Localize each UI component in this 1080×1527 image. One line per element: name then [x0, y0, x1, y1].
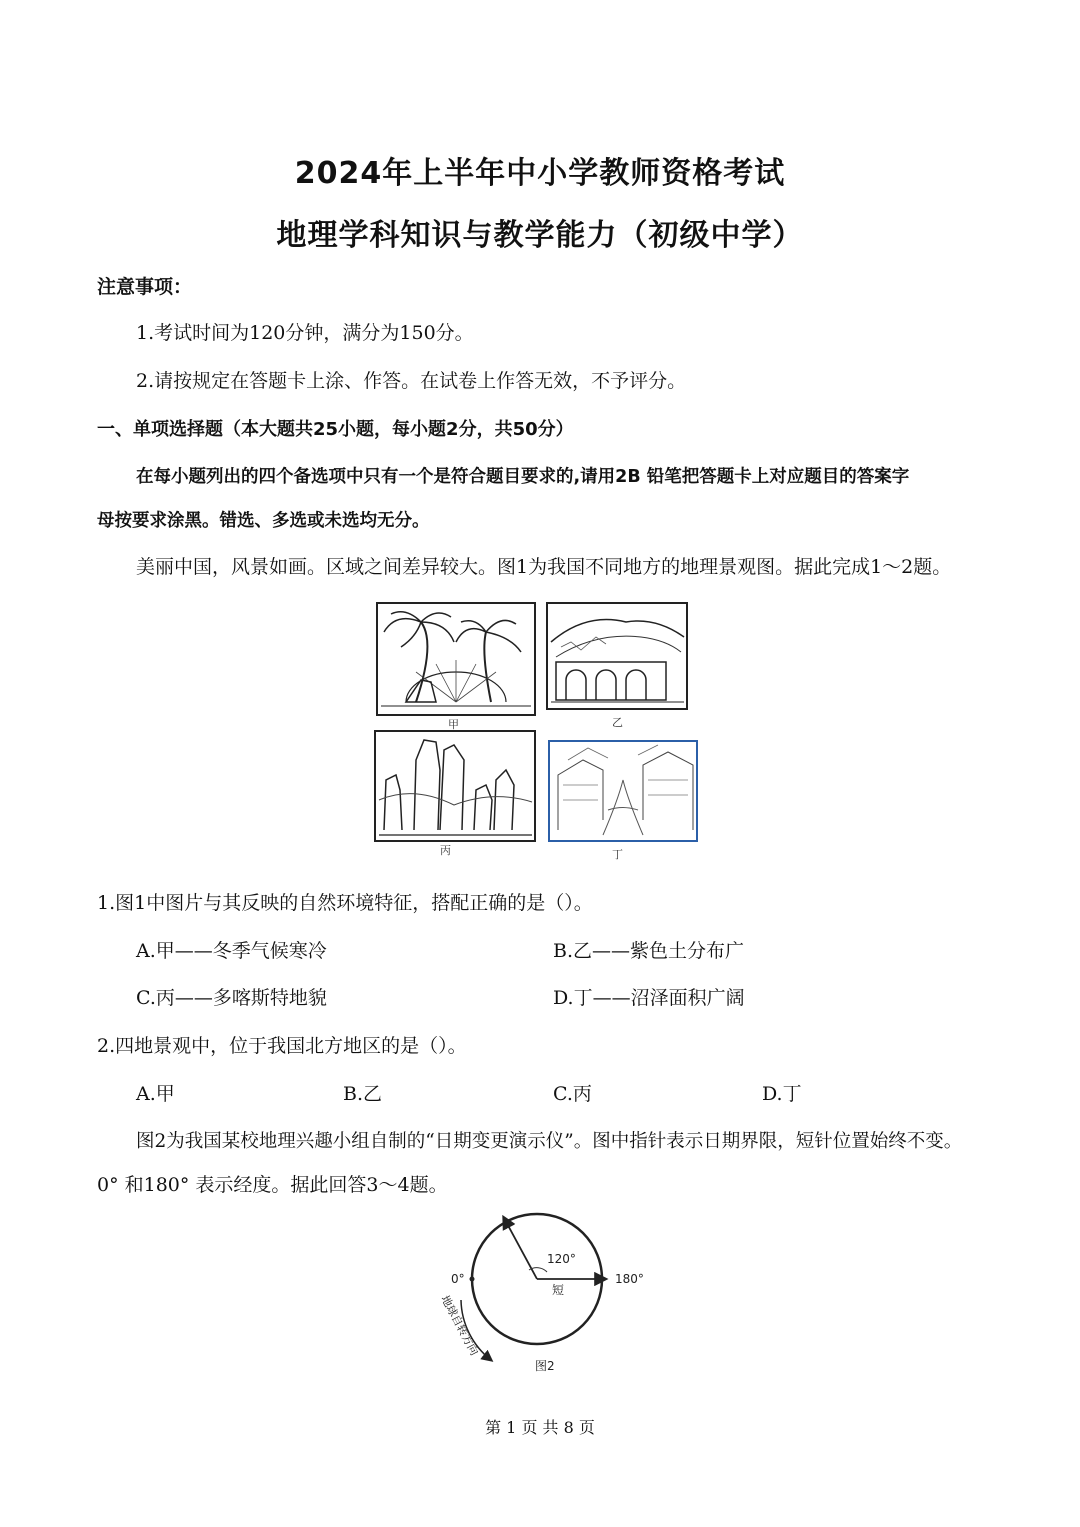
figure1-caption-bing: 丙 — [440, 844, 451, 857]
figure1-intro: 美丽中国，风景如画。区域之间差异较大。图1为我国不同地方的地理景观图。据此完成1～2题。 — [136, 556, 952, 578]
notice-item-1: 1.考试时间为120分钟，满分为150分。 — [136, 322, 474, 344]
landscape-jia-image — [376, 602, 536, 716]
question-1-stem: 1.图1中图片与其反映的自然环境特征，搭配正确的是（）。 — [97, 892, 593, 914]
figure1-caption-yi: 乙 — [612, 716, 623, 729]
question-1-option-c: C.丙——多喀斯特地貌 — [136, 987, 327, 1009]
landscape-ding-image — [548, 740, 698, 842]
notice-heading: 注意事项： — [97, 276, 193, 298]
question-1-option-d: D.丁——沼泽面积广阔 — [553, 987, 745, 1009]
question-2-option-b: B.乙 — [343, 1083, 383, 1105]
landscape-bing-image — [374, 730, 536, 842]
zero-degree-label: 0° — [451, 1272, 465, 1286]
figure-2 — [425, 1200, 665, 1380]
question-1-option-a: A.甲——冬季气候寒冷 — [136, 940, 327, 962]
figure2-intro-line1: 图2为我国某校地理兴趣小组自制的“日期变更演示仪”。图中指针表示日期界限，短针位置始终不变。 — [136, 1131, 963, 1152]
exam-title: 2024年上半年中小学教师资格考试 — [294, 156, 786, 191]
figure2-caption: 图2 — [535, 1359, 555, 1373]
question-1-option-b: B.乙——紫色土分布广 — [553, 940, 745, 962]
landscape-yi-image — [546, 602, 688, 710]
figure-1 — [372, 598, 712, 866]
question-2-option-d: D.丁 — [762, 1083, 802, 1105]
short-pointer-label: 短 — [552, 1283, 565, 1297]
long-pointer — [504, 1218, 537, 1279]
notice-item-2: 2.请按规定在答题卡上涂、作答。在试卷上作答无效，不予评分。 — [136, 370, 687, 392]
question-2-option-a: A.甲 — [136, 1083, 175, 1105]
question-2-stem: 2.四地景观中，位于我国北方地区的是（）。 — [97, 1035, 467, 1057]
subject-title: 地理学科知识与教学能力（初级中学） — [276, 218, 804, 253]
question-2-option-c: C.丙 — [553, 1083, 592, 1105]
section-heading: 一、单项选择题（本大题共25小题，每小题2分，共50分） — [97, 419, 574, 440]
angle-label: 120° — [547, 1252, 576, 1266]
zero-degree-mark — [470, 1277, 475, 1282]
figure1-caption-jia: 甲 — [448, 718, 459, 731]
figure2-intro-line2: 0° 和180° 表示经度。据此回答3～4题。 — [97, 1174, 448, 1196]
rotation-direction-label: 地球自转方向 — [438, 1293, 481, 1358]
section-instruction-line1: 在每小题列出的四个备选项中只有一个是符合题目要求的,请用2B 铅笔把答题卡上对应题目的答案字 — [136, 467, 910, 487]
one-eighty-degree-label: 180° — [615, 1272, 644, 1286]
section-instruction-line2: 母按要求涂黑。错选、多选或未选均无分。 — [97, 511, 430, 531]
page-number: 第 1 页 共 8 页 — [485, 1418, 595, 1437]
figure1-caption-ding: 丁 — [612, 848, 623, 861]
